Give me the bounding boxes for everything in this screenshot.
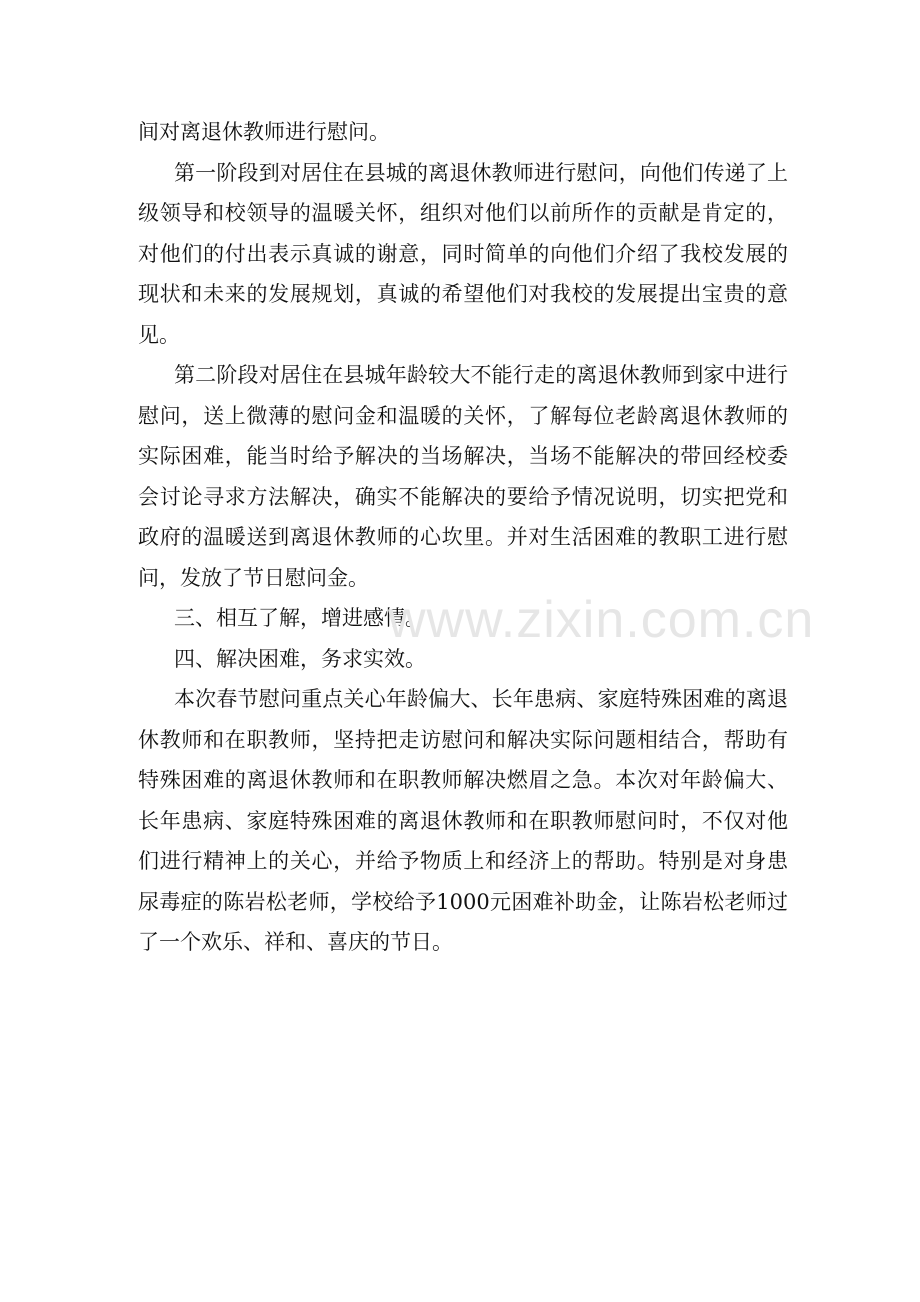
document-body bbox=[138, 112, 788, 963]
paragraph-stage-two: 第二阶段对居住在县城年龄较大不能行走的离退休教师到家中进行慰问，送上微薄的慰问金和温暖的关怀，了解每位老龄离退休教师的实际困难，能当时给予解决的当场解决，当场不能解决的带回经校委会讨论寻求方法解决，确实不能解决的要给予情况说明，切实把党和政府的温暖送到离退休教师的心坎里。并对生活困难的教职工进行慰问，发放了节日慰问金。 bbox=[138, 363, 788, 590]
section-heading-three: 三、相互了解，增进感情。 bbox=[174, 606, 426, 630]
paragraph-continuation: 间对离退休教师进行慰问。 bbox=[138, 120, 390, 144]
paragraph-stage-one: 第一阶段到对居住在县城的离退休教师进行慰问，向他们传递了上级领导和校领导的温暖关怀，组织对他们以前所作的贡献是肯定的，对他们的付出表示真诚的谢意，同时简单的向他们介绍了我校发展的现状和未来的发展规划，真诚的希望他们对我校的发展提出宝贵的意见。 bbox=[138, 160, 788, 347]
paragraph-spring-festival: 本次春节慰问重点关心年龄偏大、长年患病、家庭特殊困难的离退休教师和在职教师，坚持把走访慰问和解决实际问题相结合，帮助有特殊困难的离退休教师和在职教师解决燃眉之急。本次对年龄偏大、长年患病、家庭特殊困难的离退休教师和在职教师慰问时，不仅对他们进行精神上的关心，并给予物质上和经济上的帮助。特别是对身患尿毒症的陈岩松老师，学校给予1000元困难补助金，让陈岩松老师过了一个欢乐、祥和、喜庆的节日。 bbox=[138, 687, 788, 954]
section-heading-four: 四、解决困难，务求实效。 bbox=[174, 646, 426, 671]
watermark-text: www.zixin.com.cn bbox=[388, 591, 815, 649]
